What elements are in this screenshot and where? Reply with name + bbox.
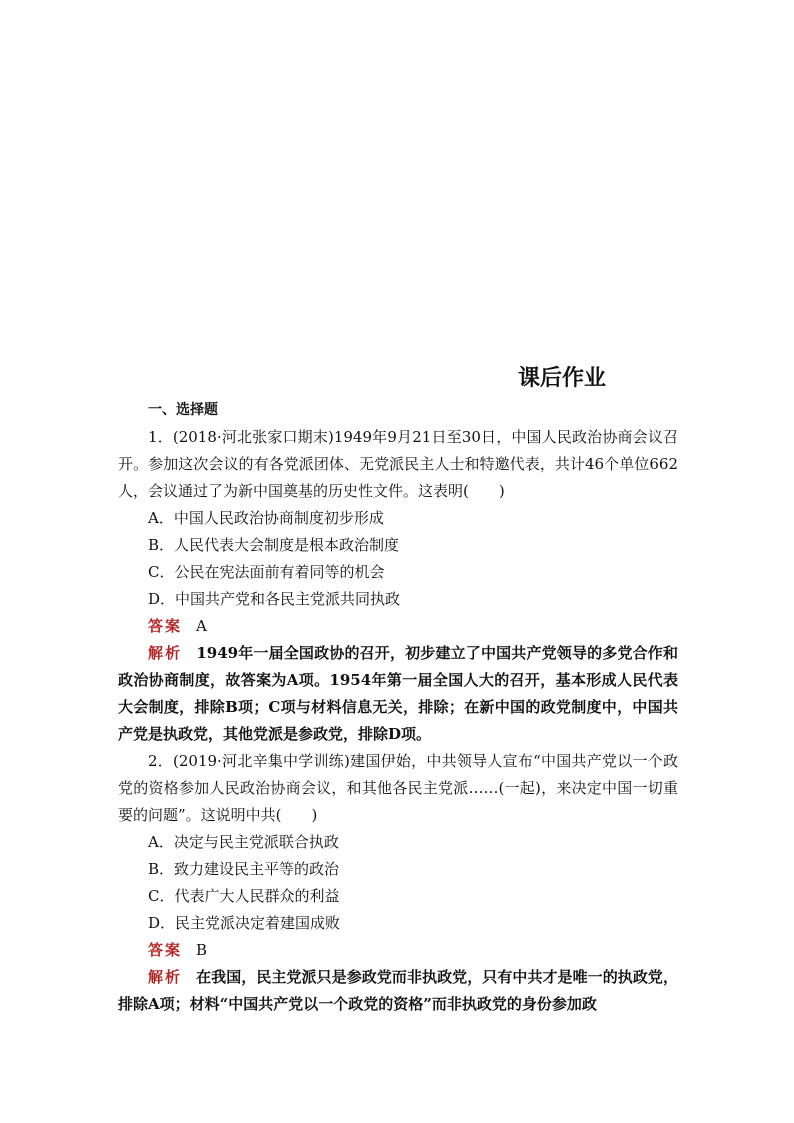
question-2-stem: 2．(2019·河北辛集中学训练)建国伊始，中共领导人宣布“中国共产党以一个政党的资格参加人民政治协商会议，和其他各民主党派……(一起)，来决定中国一切重要的问题”。这说明中共( ) xyxy=(118,752,678,824)
question-1-option-d: D．中国共产党和各民主党派共同执政 xyxy=(148,590,401,608)
question-1-answer xyxy=(118,613,678,640)
section-heading: 一、选择题 xyxy=(148,402,218,418)
analysis-label: 解析 xyxy=(148,968,183,986)
question-2-option-b: B．致力建设民主平等的政治 xyxy=(148,860,340,878)
question-1-analysis xyxy=(118,640,678,748)
question-1-stem: 1．(2018·河北张家口期末)1949年9月21日至30日，中国人民政治协商会议召开。参加这次会议的有各党派团体、无党派民主人士和特邀代表，共计46个单位662人，会议通过了为新中国奠基的历史性文件。这表明( ) xyxy=(118,428,678,500)
question-1-option-c: C．公民在宪法面前有着同等的机会 xyxy=(148,563,385,581)
page-title: 课后作业 xyxy=(518,366,607,391)
analysis-label: 解析 xyxy=(148,644,183,662)
question-2-answer xyxy=(118,937,678,964)
document-body xyxy=(118,397,678,1018)
question-1-option-b: B．人民代表大会制度是根本政治制度 xyxy=(148,536,400,554)
answer-value: A xyxy=(196,617,207,635)
question-1-option-a: A．中国人民政治协商制度初步形成 xyxy=(148,509,384,527)
answer-label: 答案 xyxy=(148,617,183,635)
analysis-text: 1949年一届全国政协的召开，初步建立了中国共产党领导的多党合作和政治协商制度，故答案为A项。1954年第一届全国人大的召开，基本形成人民代表大会制度，排除B项；C项与材料信息无关，排除；在新中国的政党制度中，中国共产党是执政党，其他党派是参政党，排除D项。 xyxy=(118,644,678,743)
question-2-option-a: A．决定与民主党派联合执政 xyxy=(148,833,339,851)
question-2-option-d: D．民主党派决定着建国成败 xyxy=(148,914,341,932)
answer-label: 答案 xyxy=(148,941,183,959)
analysis-text: 在我国，民主党派只是参政党而非执政党，只有中共才是唯一的执政党，排除A项；材料“中国共产党以一个政党的资格”而非执政党的身份参加政 xyxy=(118,968,678,1013)
question-2-analysis xyxy=(118,964,678,1018)
question-2-option-c: C．代表广大人民群众的利益 xyxy=(148,887,340,905)
answer-value: B xyxy=(196,941,208,959)
